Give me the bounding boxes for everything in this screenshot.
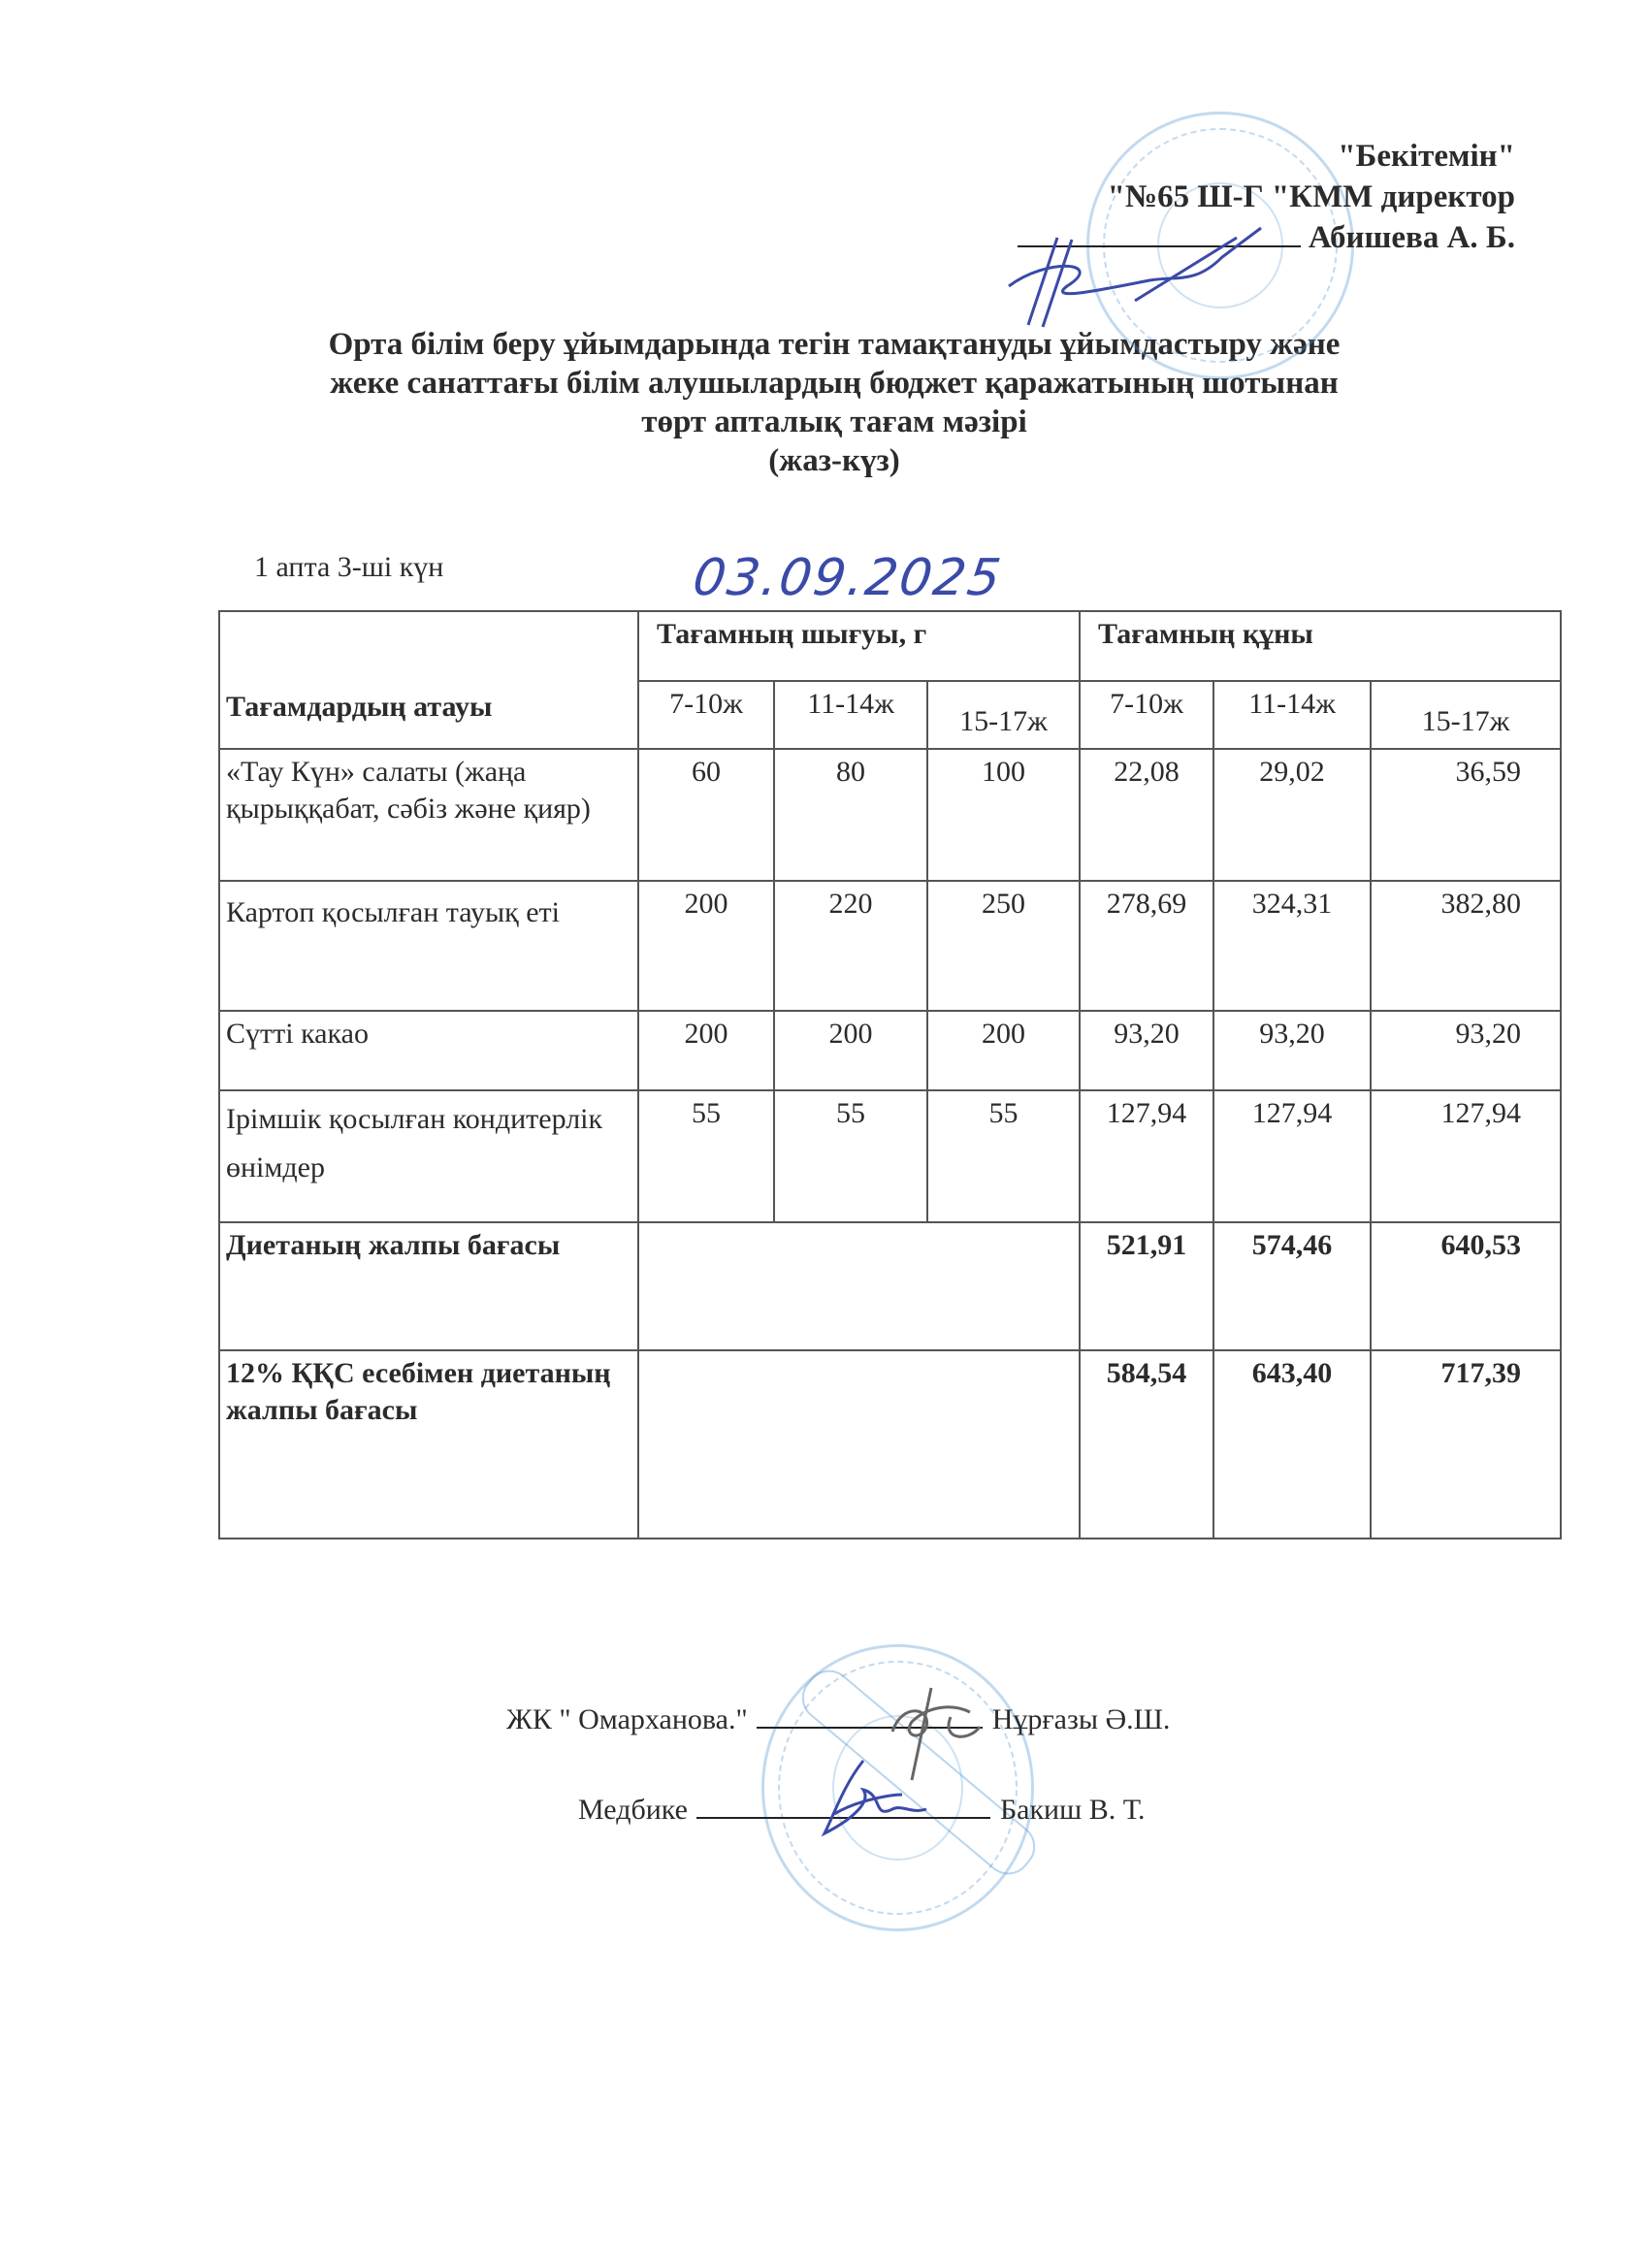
yield-value: 200 xyxy=(927,1011,1080,1090)
approval-position: "№65 Ш-Г "КММ директор xyxy=(1107,179,1515,214)
menu-table xyxy=(218,610,1562,1539)
supplier-role: ЖК " Омарханова." xyxy=(506,1703,748,1735)
yield-value: 220 xyxy=(774,881,927,1011)
dish-name: Ірімшік қосылған кондитерлік өнімдер xyxy=(219,1090,638,1222)
title-line-2: жеке санаттағы білім алушылардың бюджет қаражатының шотынан xyxy=(330,366,1339,401)
total-cost-value: 521,91 xyxy=(1080,1222,1213,1350)
cost-header: Тағамның құны xyxy=(1080,611,1561,681)
table-row xyxy=(219,881,1561,1011)
supplier-name: Нұрғазы Ә.Ш. xyxy=(991,1703,1171,1735)
cost-value: 36,59 xyxy=(1371,749,1561,881)
vat-total-value: 643,40 xyxy=(1213,1350,1371,1539)
cost-value: 278,69 xyxy=(1080,881,1213,1011)
total-row xyxy=(219,1222,1561,1350)
week-day-label: 1 апта 3-ші күн xyxy=(254,551,444,583)
dish-name: Картоп қосылған тауық еті xyxy=(219,881,638,1011)
cost-value: 93,20 xyxy=(1080,1011,1213,1090)
total-cost-value: 574,46 xyxy=(1213,1222,1371,1350)
nurse-signature-icon xyxy=(805,1756,951,1843)
director-signature-icon xyxy=(989,218,1280,335)
approval-heading: "Бекітемін" xyxy=(1338,139,1515,174)
title-line-3: төрт апталық тағам мәзірі xyxy=(641,405,1027,439)
vat-total-row xyxy=(219,1350,1561,1539)
vat-total-value: 584,54 xyxy=(1080,1350,1213,1539)
yield-value: 250 xyxy=(927,881,1080,1011)
cost-value: 324,31 xyxy=(1213,881,1371,1011)
cost-value: 127,94 xyxy=(1371,1090,1561,1222)
dish-name: Сүтті какао xyxy=(219,1011,638,1090)
nurse-name: Бакиш В. Т. xyxy=(999,1794,1146,1826)
total-label: Диетаның жалпы бағасы xyxy=(219,1222,638,1350)
cost-value: 29,02 xyxy=(1213,749,1371,881)
cost-value: 93,20 xyxy=(1213,1011,1371,1090)
empty-merged-cell xyxy=(638,1350,1080,1539)
table-row xyxy=(219,749,1561,881)
yield-value: 100 xyxy=(927,749,1080,881)
table-row xyxy=(219,1090,1561,1222)
cost-value: 127,94 xyxy=(1213,1090,1371,1222)
empty-merged-cell xyxy=(638,1222,1080,1350)
cost-value: 93,20 xyxy=(1371,1011,1561,1090)
handwritten-date: 03.09.2025 xyxy=(689,549,1006,607)
director-name: Абишева А. Б. xyxy=(1308,220,1515,255)
vat-total-value: 717,39 xyxy=(1371,1350,1561,1539)
yield-value: 55 xyxy=(774,1090,927,1222)
yield-value: 55 xyxy=(638,1090,774,1222)
yield-header: Тағамның шығуы, г xyxy=(638,611,1080,681)
cost-value: 382,80 xyxy=(1371,881,1561,1011)
vat-total-label: 12% ҚҚС есебімен диетаның жалпы бағасы xyxy=(219,1350,638,1539)
table-header-row xyxy=(219,611,1561,681)
yield-value: 200 xyxy=(638,1011,774,1090)
yield-value: 55 xyxy=(927,1090,1080,1222)
title-line-1: Орта білім беру ұйымдарында тегін тамақтануды ұйымдастыру және xyxy=(328,327,1341,362)
dish-name: «Тау Күн» салаты (жаңа қырыққабат, сәбіз және қияр) xyxy=(219,749,638,881)
cost-age-11-14: 11-14ж xyxy=(1213,681,1371,749)
cost-value: 22,08 xyxy=(1080,749,1213,881)
yield-age-11-14: 11-14ж xyxy=(774,681,927,749)
yield-value: 80 xyxy=(774,749,927,881)
title-line-4: (жаз-күз) xyxy=(768,443,900,478)
yield-age-15-17: 15-17ж xyxy=(927,681,1080,749)
yield-value: 60 xyxy=(638,749,774,881)
yield-value: 200 xyxy=(774,1011,927,1090)
cost-value: 127,94 xyxy=(1080,1090,1213,1222)
total-cost-value: 640,53 xyxy=(1371,1222,1561,1350)
yield-age-7-10: 7-10ж xyxy=(638,681,774,749)
table-row xyxy=(219,1011,1561,1090)
cost-age-7-10: 7-10ж xyxy=(1080,681,1213,749)
nurse-role: Медбике xyxy=(578,1794,688,1826)
signature-row-supplier xyxy=(506,1700,1170,1736)
cost-age-15-17: 15-17ж xyxy=(1371,681,1561,749)
dish-name-header: Тағамдардың атауы xyxy=(219,611,638,749)
yield-value: 200 xyxy=(638,881,774,1011)
